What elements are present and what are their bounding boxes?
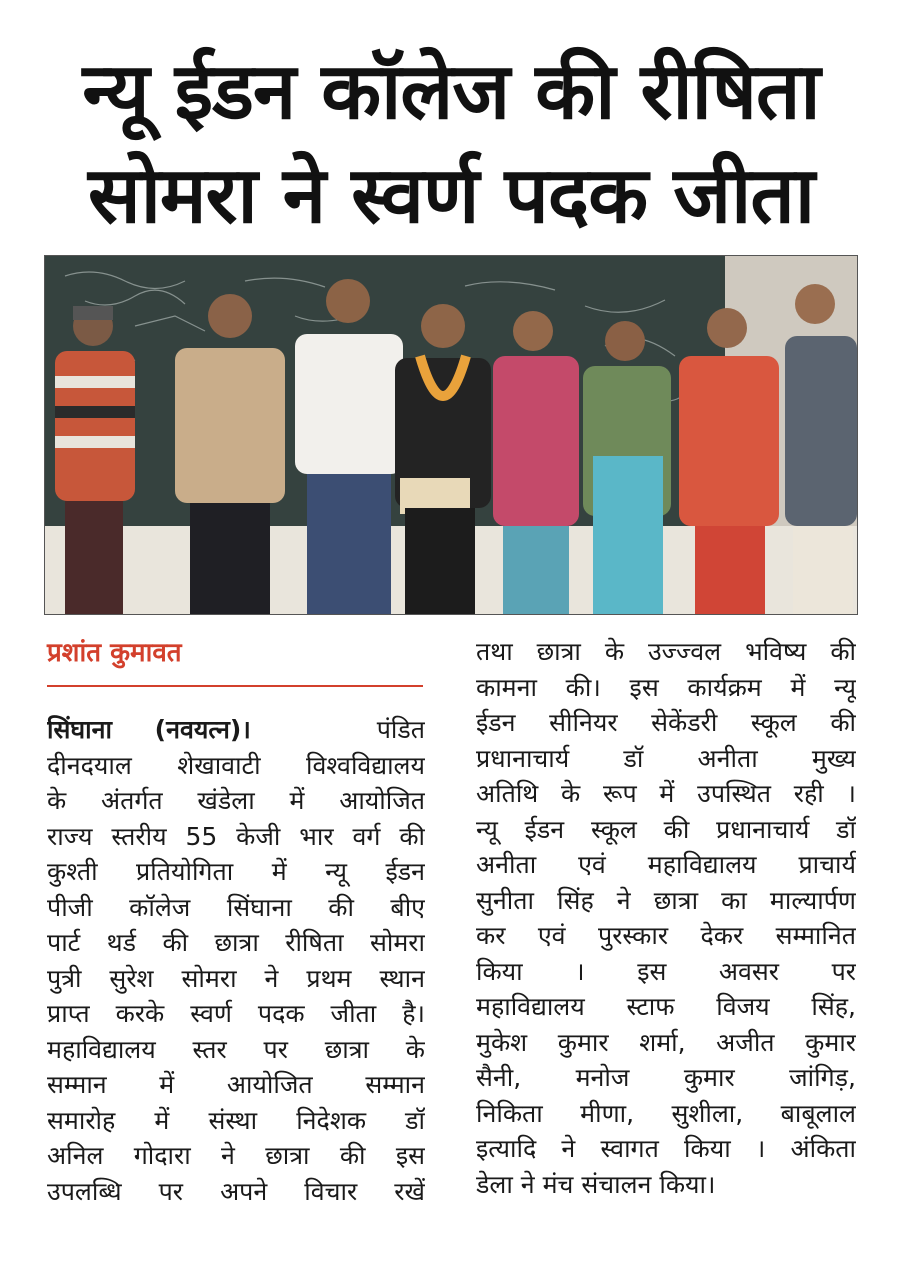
paragraph-line: इत्यादि ने स्वागत किया । अंकिता — [476, 1134, 856, 1163]
paragraph-line: अनिल गोदारा ने छात्रा की इस — [47, 1141, 425, 1170]
paragraph-line: कामना की। इस कार्यक्रम में न्यू — [476, 672, 856, 702]
paragraph-line: महाविद्यालय स्टाफ विजय सिंह, — [476, 992, 856, 1021]
paragraph-line: डेला ने मंच संचालन किया। — [476, 1169, 716, 1199]
paragraph-line: पार्ट थर्ड की छात्रा रीषिता सोमरा — [47, 928, 425, 957]
news-photo — [44, 255, 858, 615]
paragraph-line: राज्य स्तरीय 55 केजी भार वर्ग की — [47, 821, 425, 851]
paragraph-line: ईडन सीनियर सेकेंडरी स्कूल की — [476, 708, 856, 737]
headline-line-2: सोमरा ने स्वर्ण पदक जीता — [87, 151, 815, 241]
paragraph-line: किया । इस अवसर पर — [476, 956, 856, 986]
paragraph-line: उपलब्धि पर अपने विचार रखें — [47, 1176, 425, 1206]
paragraph-line: पुत्री सुरेश सोमरा ने प्रथम स्थान — [47, 963, 425, 993]
paragraph-line: सम्मान में आयोजित सम्मान — [47, 1070, 425, 1099]
paragraph-line: न्यू ईडन स्कूल की प्रधानाचार्य डॉ — [476, 814, 856, 844]
headline-line-1: न्यू ईडन कॉलेज की रीषिता — [82, 47, 820, 137]
headline — [20, 40, 882, 248]
paragraph-line: पीजी कॉलेज सिंघाना की बीए — [47, 892, 425, 922]
paragraph-line: मुकेश कुमार शर्मा, अजीत कुमार — [476, 1027, 856, 1057]
paragraph-line: दीनदयाल शेखावाटी विश्वविद्यालय — [47, 750, 425, 780]
paragraph-line: प्राप्त करके स्वर्ण पदक जीता है। — [47, 999, 425, 1028]
paragraph-line: निकिता मीणा, सुशीला, बाबूलाल — [476, 1098, 856, 1128]
paragraph-line: महाविद्यालय स्तर पर छात्रा के — [47, 1034, 425, 1064]
byline: प्रशांत कुमावत — [47, 638, 182, 668]
byline-divider — [47, 685, 423, 687]
paragraph-line: के अंतर्गत खंडेला में आयोजित — [47, 786, 425, 815]
article-column-left — [47, 712, 425, 1209]
paragraph-line: सुनीता सिंह ने छात्रा का माल्यार्पण — [476, 885, 856, 915]
paragraph-line: प्रधानाचार्य डॉ अनीता मुख्य — [476, 743, 856, 773]
paragraph-line: तथा छात्रा के उज्ज्वल भविष्य की — [476, 637, 856, 666]
article-column-right — [476, 634, 856, 1202]
paragraph-line: अतिथि के रूप में उपस्थित रही । — [476, 779, 856, 808]
paragraph-line: कर एवं पुरस्कार देकर सम्मानित — [476, 921, 856, 950]
paragraph-line: सिंघाना (नवयत्न)। पंडित — [47, 715, 425, 744]
paragraph-line: समारोह में संस्था निदेशक डॉ — [47, 1105, 425, 1135]
dateline: सिंघाना (नवयत्न)। — [47, 715, 251, 744]
paragraph-line: अनीता एवं महाविद्यालय प्राचार्य — [476, 850, 856, 879]
paragraph-line: सैनी, मनोज कुमार जांगिड़, — [476, 1063, 856, 1092]
paragraph-line: कुश्ती प्रतियोगिता में न्यू ईडन — [47, 857, 425, 886]
